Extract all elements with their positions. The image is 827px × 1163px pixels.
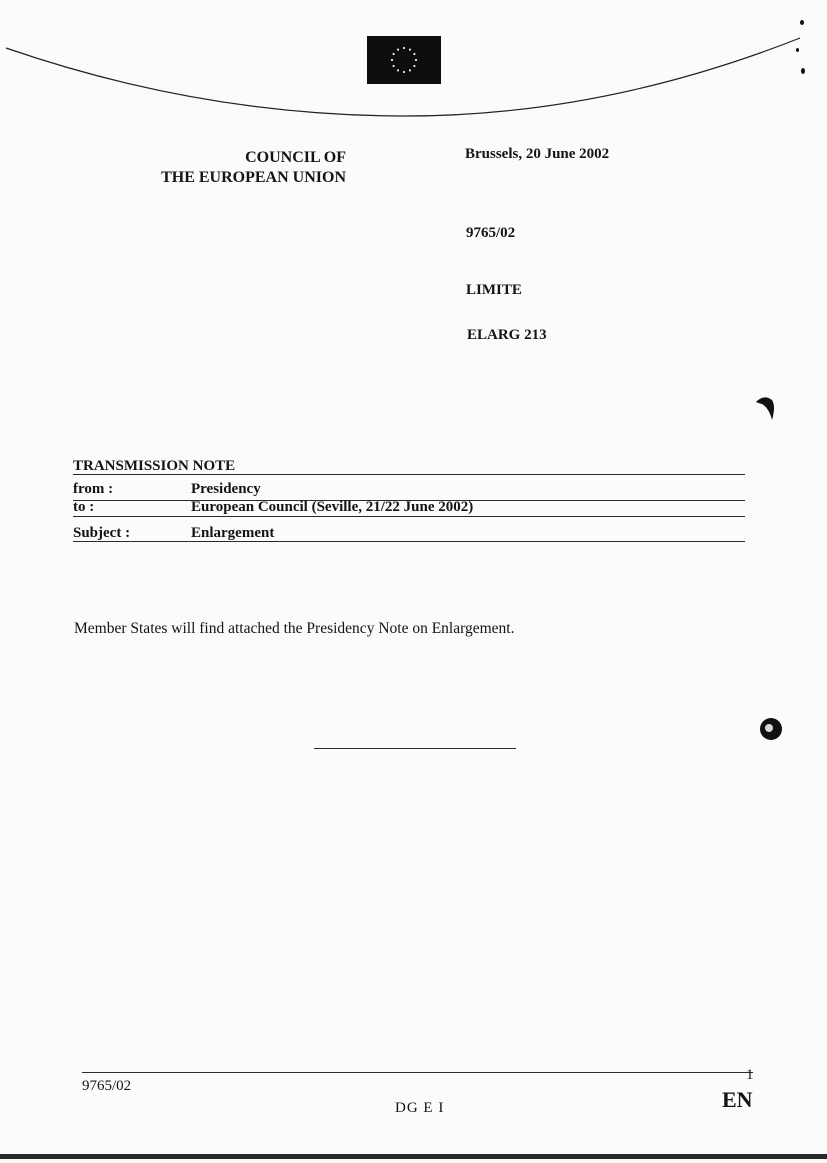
document-number: 9765/02 — [466, 225, 516, 241]
punch-hole-mark — [758, 716, 786, 744]
subject-label: Subject : — [73, 525, 131, 541]
scan-dot — [800, 20, 804, 25]
council-name-line1: COUNCIL OF — [245, 149, 346, 166]
eu-stars-icon — [367, 36, 441, 84]
punch-hole-mark — [752, 394, 780, 424]
from-value: Presidency — [191, 481, 261, 497]
to-label: to : — [73, 499, 95, 515]
scan-dot — [796, 48, 799, 52]
transmission-note-title: TRANSMISSION NOTE — [73, 458, 236, 474]
language-code: EN — [722, 1087, 753, 1112]
rule-title — [73, 474, 745, 475]
footer-doc-number: 9765/02 — [82, 1078, 132, 1094]
end-separator — [314, 748, 516, 749]
eu-flag-logo — [367, 36, 441, 84]
dg-label: DG E I — [395, 1100, 445, 1116]
council-name-line2: THE EUROPEAN UNION — [161, 169, 346, 186]
scan-bottom-edge — [0, 1154, 827, 1159]
body-text: Member States will find attached the Presidency Note on Enlargement. — [74, 620, 515, 637]
scan-dot — [801, 68, 805, 74]
to-value: European Council (Seville, 21/22 June 2002) — [191, 499, 474, 515]
to-row — [73, 499, 745, 521]
rule-to — [73, 516, 745, 517]
classification-label: LIMITE — [466, 282, 522, 298]
footer-rule — [82, 1072, 753, 1073]
from-label: from : — [73, 481, 114, 497]
subject-value: Enlargement — [191, 525, 275, 541]
reference-code: ELARG 213 — [467, 327, 547, 343]
date-place: Brussels, 20 June 2002 — [465, 146, 610, 162]
rule-subject — [73, 541, 745, 542]
page-number: 1 — [746, 1067, 754, 1083]
subject-row — [73, 525, 745, 547]
